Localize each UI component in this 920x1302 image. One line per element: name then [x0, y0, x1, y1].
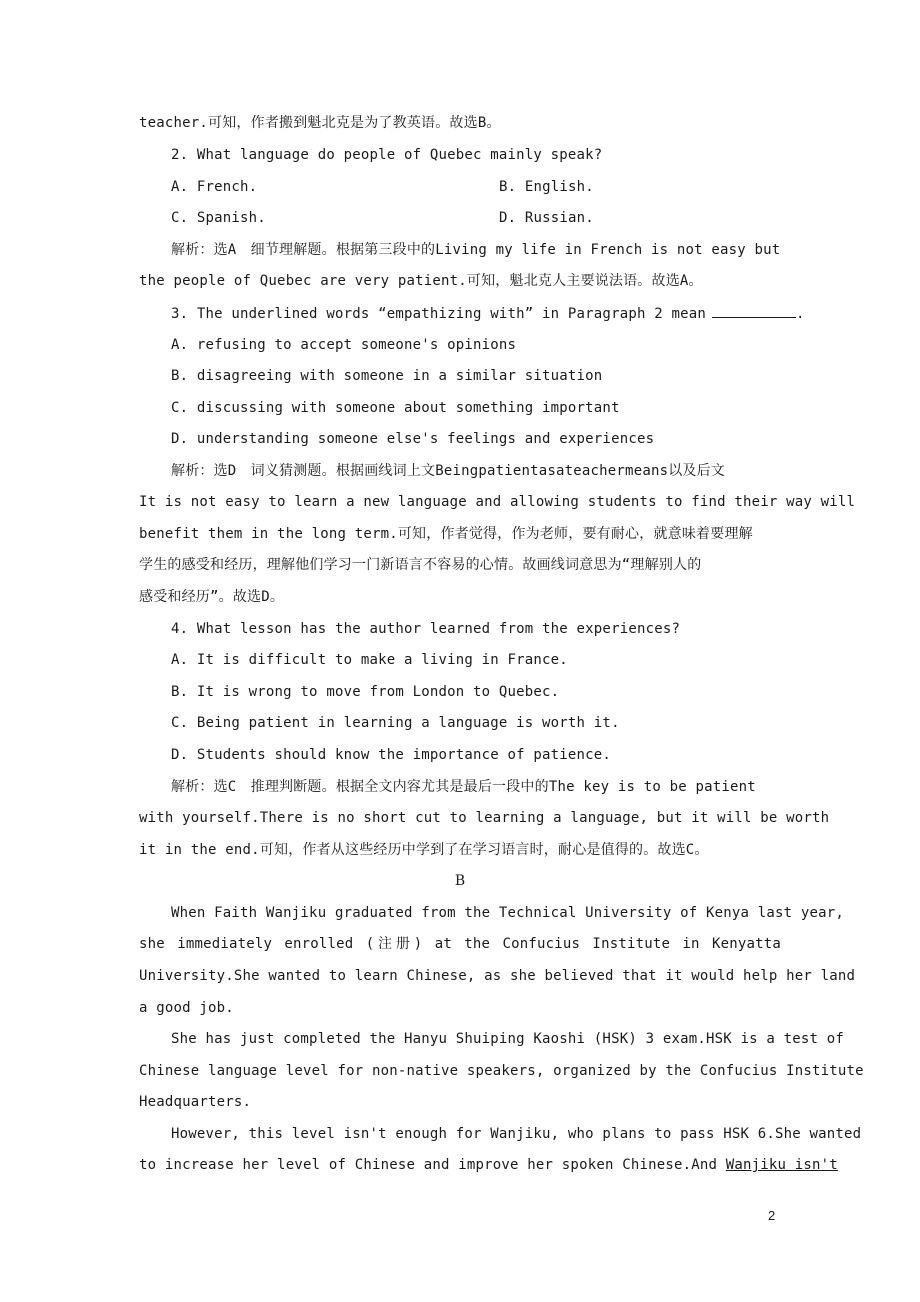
passage-line: Headquarters.: [139, 1094, 252, 1110]
question-2: 2. What language do people of Quebec mainly speak?: [171, 147, 603, 163]
option-d: D. Students should know the importance of patience.: [171, 747, 612, 763]
answer-explanation: benefit them in the long term.可知，作者觉得，作为老师，要有耐心，就意味着要理解: [139, 526, 753, 542]
option-b: B. disagreeing with someone in a similar situation: [171, 368, 603, 384]
answer-explanation: with yourself.There is no short cut to learning a language, but it will be worth: [139, 810, 830, 826]
question-text: 3. The underlined words “empathizing with” in Paragraph 2 mean: [171, 306, 706, 322]
option-a: A. French.: [171, 179, 258, 195]
question-4: 4. What lesson has the author learned from the experiences?: [171, 621, 681, 637]
question-end: .: [795, 306, 805, 322]
option-a: A. refusing to accept someone's opinions: [171, 337, 517, 353]
passage-line: a good job.: [139, 1000, 234, 1016]
question-3: [171, 303, 805, 324]
passage-line: she immediately enrolled (注册) at the Confucius Institute in Kenyatta: [139, 936, 781, 952]
text-line: teacher.可知，作者搬到魁北克是为了教英语。故选B。: [139, 115, 501, 131]
passage-line: When Faith Wanjiku graduated from the Technical University of Kenya last year,: [171, 905, 845, 921]
passage-line: [139, 1155, 838, 1175]
option-d: D. Russian.: [499, 210, 594, 226]
answer-explanation: it in the end.可知，作者从这些经历中学到了在学习语言时，耐心是值得的。故选C。: [139, 842, 709, 858]
passage-line: Chinese language level for non-native speakers, organized by the Confucius Institute: [139, 1063, 864, 1079]
option-c: C. Spanish.: [171, 210, 266, 226]
section-heading: B: [454, 873, 466, 889]
option-b: B. It is wrong to move from London to Quebec.: [171, 684, 560, 700]
passage-line: University.She wanted to learn Chinese, as she believed that it would help her land: [139, 968, 856, 984]
option-c: C. Being patient in learning a language is worth it.: [171, 715, 620, 731]
passage-text: to increase her level of Chinese and improve her spoken Chinese.And: [139, 1157, 726, 1173]
option-a: A. It is difficult to make a living in France.: [171, 652, 568, 668]
option-b: B. English.: [499, 179, 594, 195]
underlined-text: Wanjiku isn't: [725, 1157, 838, 1173]
answer-explanation: It is not easy to learn a new language and allowing students to find their way will: [139, 494, 856, 510]
answer-explanation: the people of Quebec are very patient.可知，魁北克人主要说法语。故选A。: [139, 273, 703, 289]
answer-explanation: 学生的感受和经历，理解他们学习一门新语言不容易的心情。故画线词意思为“理解别人的: [139, 557, 702, 573]
page-number: 2: [768, 1208, 776, 1223]
option-c: C. discussing with someone about something important: [171, 400, 620, 416]
option-d: D. understanding someone else's feelings and experiences: [171, 431, 655, 447]
answer-explanation: 感受和经历”。故选D。: [139, 589, 285, 605]
answer-blank: [712, 303, 796, 318]
passage-line: However, this level isn't enough for Wanjiku, who plans to pass HSK 6.She wanted: [171, 1126, 862, 1142]
passage-line: She has just completed the Hanyu Shuiping Kaoshi (HSK) 3 exam.HSK is a test of: [171, 1031, 845, 1047]
answer-explanation: 解析：选C 推理判断题。根据全文内容尤其是最后一段中的The key is to be patient: [171, 779, 756, 795]
answer-explanation: 解析：选D 词义猜测题。根据画线词上文Beingpatientasateachermeans以及后文: [171, 463, 726, 479]
answer-explanation: 解析：选A 细节理解题。根据第三段中的Living my life in French is not easy but: [171, 242, 781, 258]
